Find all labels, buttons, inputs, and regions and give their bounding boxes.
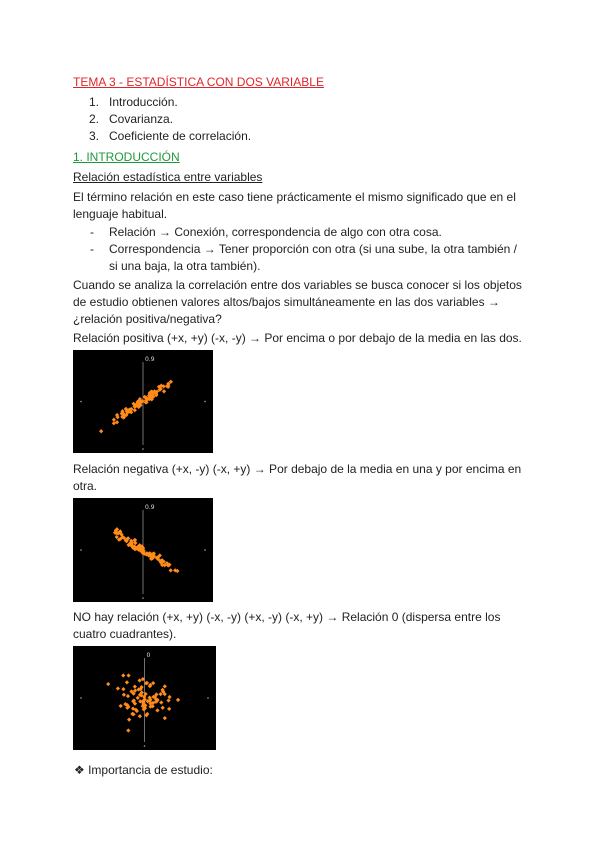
plot-tick	[142, 448, 144, 450]
bullet-dash: -	[90, 225, 94, 239]
scatter-point	[155, 708, 159, 712]
plot-tick	[142, 597, 144, 599]
scatter-point	[126, 728, 130, 732]
paragraph-2-line-2: de estudio obtienen valores altos/bajos simultáneamente en las dos variables →	[73, 295, 500, 309]
bullet-2-line-1: Correspondencia → Tener proporción con otra (si una sube, la otra también /	[109, 242, 518, 256]
toc-item-3: Coeficiente de correlación.	[109, 129, 252, 143]
toc-item-2: Covarianza.	[109, 112, 174, 126]
plot-label: 0.9	[145, 504, 155, 511]
paragraph-1-line-2: lenguaje habitual.	[73, 207, 168, 221]
scatter-point	[163, 684, 167, 688]
scatter-point	[125, 680, 129, 684]
scatter-point	[121, 673, 125, 677]
plot-label: 0.9	[145, 356, 155, 363]
scatter-point	[121, 687, 125, 691]
plot-tick	[207, 697, 209, 699]
section-heading: 1. INTRODUCCIÓN	[73, 150, 180, 164]
positive-relation-text: Relación positiva (+x, +y) (-x, -y) → Por encima o por debajo de la media en las dos.	[73, 331, 522, 345]
scatter-point	[127, 717, 131, 721]
scatter-point	[106, 682, 110, 686]
plot-label: 0	[146, 652, 151, 659]
toc-num-3: 3.	[89, 129, 100, 143]
scatter-point	[112, 418, 116, 422]
paragraph-2-line-3: ¿relación positiva/negativa?	[73, 312, 222, 326]
plot-tick	[80, 549, 82, 551]
scatter-point	[115, 420, 119, 424]
scatter-point	[161, 706, 165, 710]
scatter-point	[163, 716, 167, 720]
scatter-point	[99, 429, 103, 433]
no-relation-text-line-2: cuatro cuadrantes).	[73, 627, 177, 641]
scatter-point	[176, 698, 180, 702]
negative-relation-text-line-2: otra.	[73, 479, 98, 493]
plot-tick	[80, 401, 82, 403]
scatter-point	[126, 673, 130, 677]
scatter-point	[166, 698, 170, 702]
scatter-point	[136, 696, 140, 700]
scatter-point	[167, 695, 171, 699]
bullet-dash: -	[90, 242, 94, 256]
plot-tick	[80, 697, 82, 699]
toc-num-1: 1.	[89, 95, 100, 109]
paragraph-2-line-1: Cuando se analiza la correlación entre dos variables se busca conocer si los objetos	[73, 278, 522, 292]
negative-relation-text-line-1: Relación negativa (+x, -y) (-x, +y) → Por debajo de la media en una y por encima en	[73, 462, 522, 476]
negative-scatter-plot	[73, 498, 213, 602]
scatter-point	[138, 714, 142, 718]
paragraph-1-line-1: El término relación en este caso tiene prácticamente el mismo significado que en el	[73, 190, 516, 204]
subheading: Relación estadística entre variables	[73, 170, 263, 184]
scatter-point	[133, 684, 137, 688]
no-relation-scatter-plot	[73, 646, 216, 750]
scatter-point	[162, 389, 166, 393]
plot-tick	[204, 401, 206, 403]
scatter-point	[133, 408, 137, 412]
bullet-2-line-2: si una baja, la otra también).	[109, 259, 261, 273]
positive-scatter-plot	[73, 350, 213, 453]
scatter-point	[116, 686, 120, 690]
document-title: TEMA 3 - ESTADÍSTICA CON DOS VARIABLE	[73, 75, 324, 89]
scatter-point	[122, 693, 126, 697]
plot-tick	[144, 745, 146, 747]
scatter-point	[119, 704, 123, 708]
scatter-point	[159, 700, 163, 704]
toc-num-2: 2.	[89, 112, 100, 126]
scatter-point	[126, 694, 130, 698]
scatter-point	[169, 568, 173, 572]
importance-heading: ❖ Importancia de estudio:	[74, 763, 213, 777]
scatter-point	[167, 707, 171, 711]
bullet-1: Relación → Conexión, correspondencia de algo con otra cosa.	[109, 225, 442, 239]
no-relation-text-line-1: NO hay relación (+x, +y) (-x, -y) (+x, -y) (-x, +y) → Relación 0 (dispersa entre los	[73, 610, 501, 624]
plot-tick	[204, 549, 206, 551]
toc-item-1: Introducción.	[109, 95, 178, 109]
